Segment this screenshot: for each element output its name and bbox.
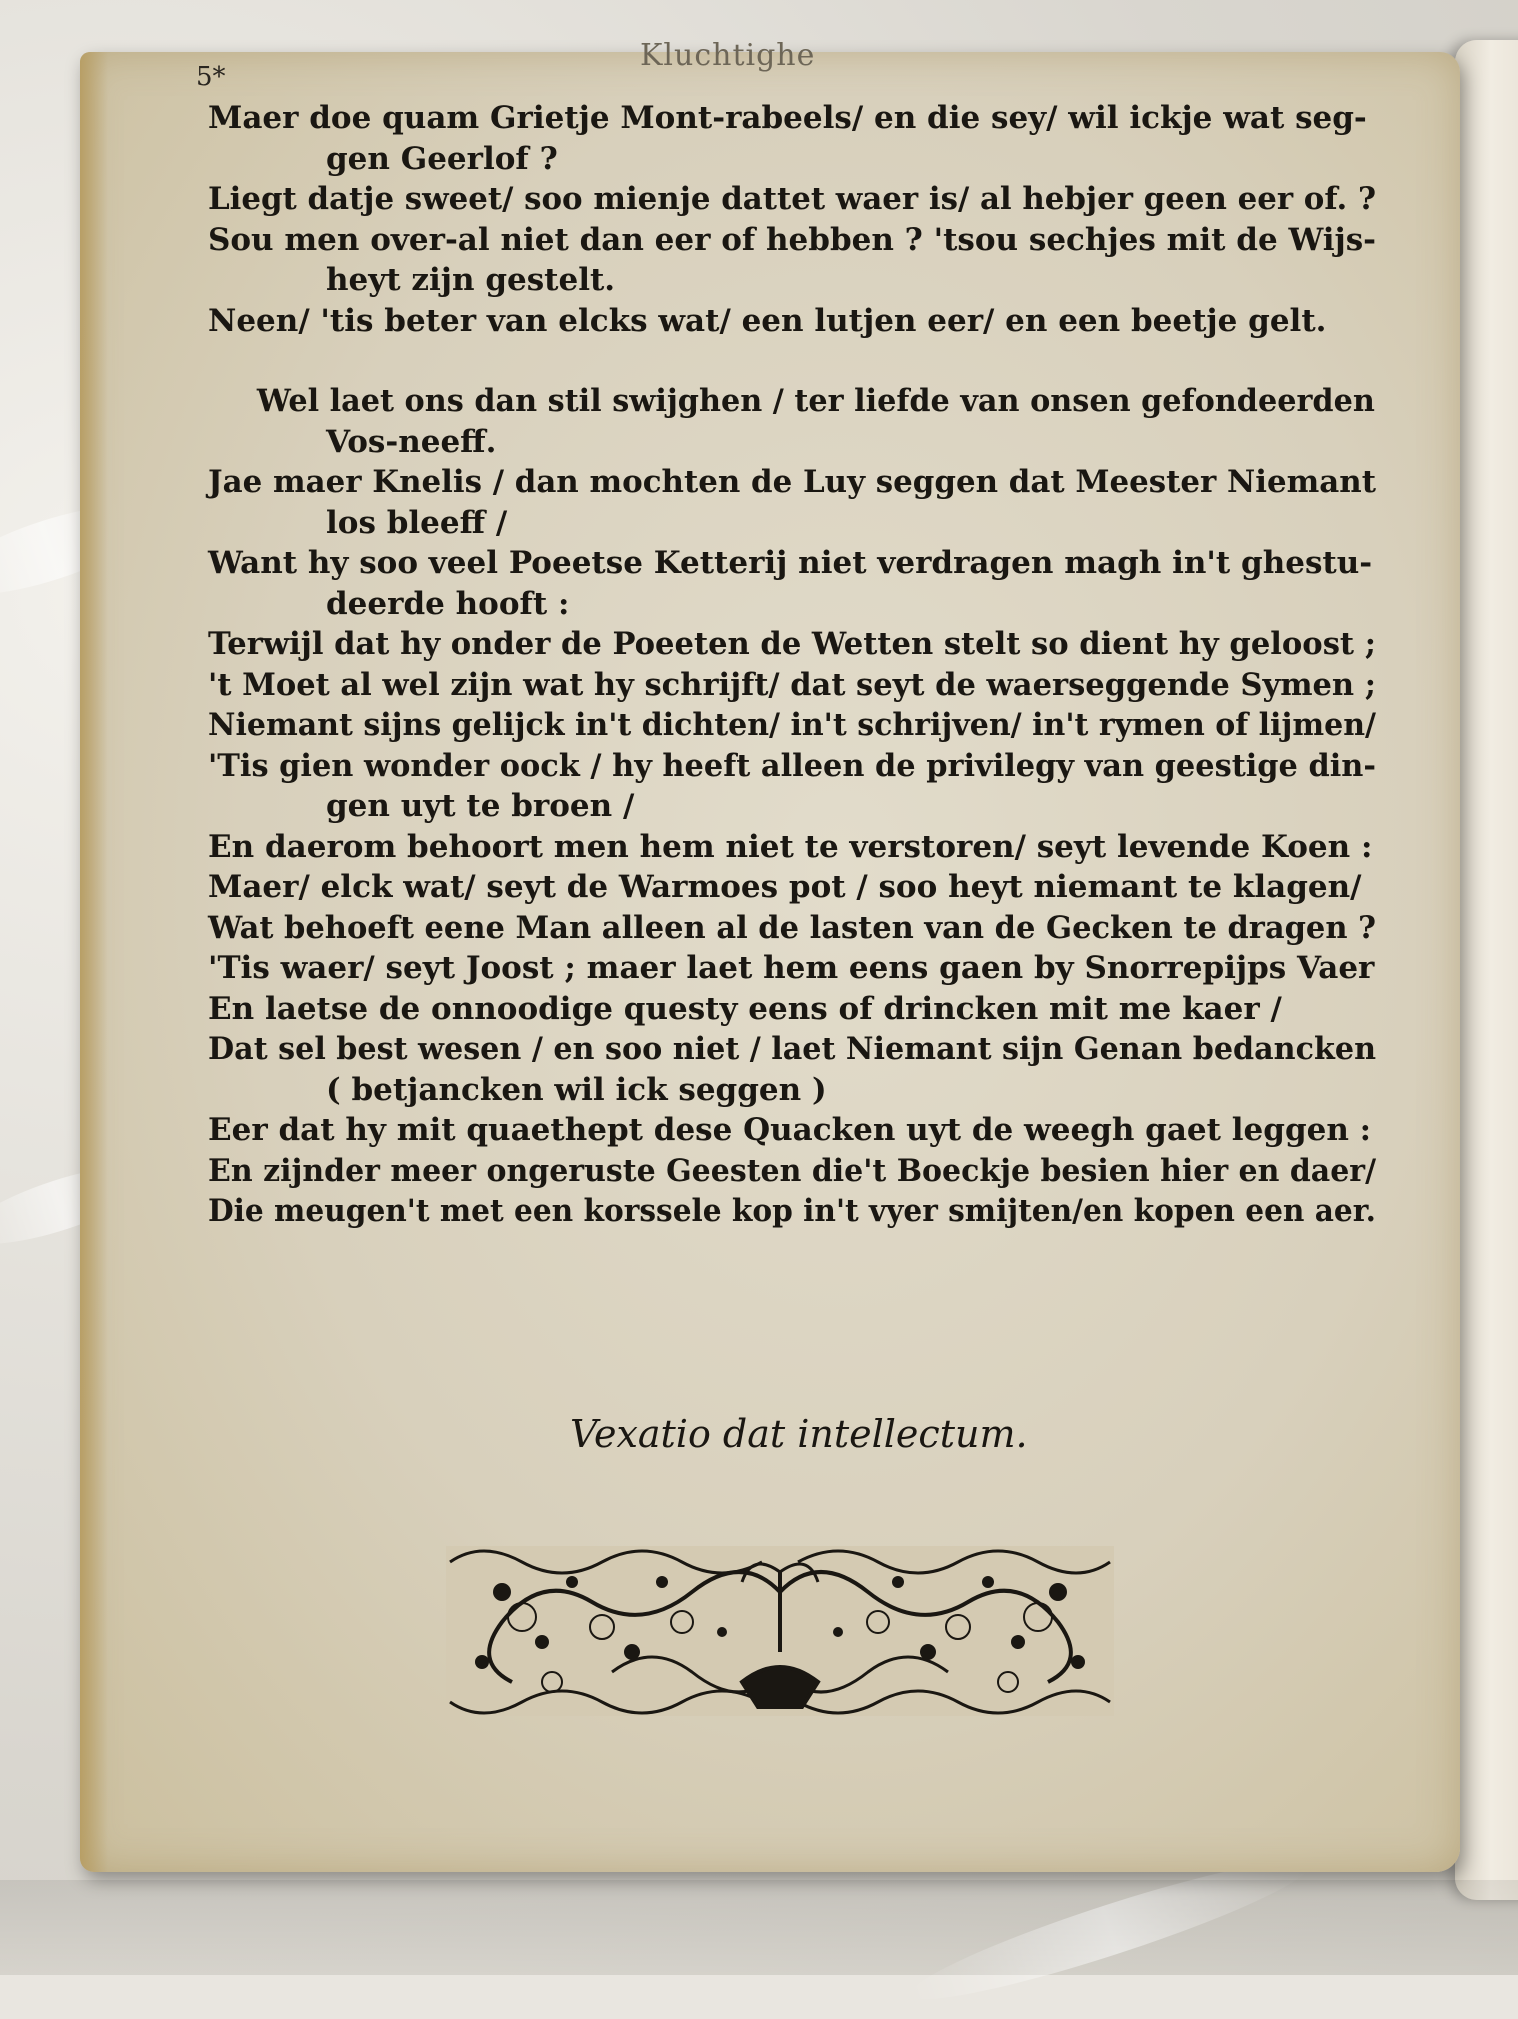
page-shadow <box>0 1880 1518 1975</box>
text-line: deerde hooft : <box>326 585 570 622</box>
text-line: Die meugen't met een korssele kop in't vyer smijten/en kopen een aer. <box>208 1193 1376 1229</box>
text-line: Eer dat hy mit quaethept dese Quacken uyt de weegh gaet leggen : <box>208 1112 1372 1148</box>
text-line: Niemant sijns gelijck in't dichten/ in't schrijven/ in't rymen of lijmen/ <box>208 707 1376 743</box>
text-line: Neen/ 'tis beter van elcks wat/ een lutjen eer/ en een beetje gelt. <box>208 302 1327 339</box>
text-line: 'Tis waer/ seyt Joost ; maer laet hem eens gaen by Snorrepijps Vaer <box>208 950 1375 986</box>
printers-ornament <box>442 1532 1118 1730</box>
text-line: ( betjancken wil ick seggen ) <box>326 1071 827 1108</box>
text-line: Terwijl dat hy onder de Poeeten de Wetten stelt so dient hy geloost ; <box>208 626 1376 662</box>
text-line: heyt zijn gestelt. <box>326 262 616 298</box>
text-line: 'Tis gien wonder oock / hy heeft alleen de privilegy van geestige din- <box>208 747 1376 784</box>
text-line: los bleeff / <box>326 504 508 541</box>
latin-motto: Vexatio dat intellectum. <box>570 1412 1028 1456</box>
text-line: Sou men over-al niet dan eer of hebben ? 'tsou sechjes mit de Wijs- <box>208 221 1377 258</box>
text-line: Vos-neeff. <box>326 423 497 460</box>
stanza-gap <box>208 341 1376 381</box>
text-line: 't Moet al wel zijn wat hy schrijft/ dat seyt de waerseggende Symen ; <box>208 666 1377 703</box>
text-line: Want hy soo veel Poeetse Ketterij niet verdragen magh in't ghestu- <box>208 545 1373 581</box>
page-binding-edge <box>80 52 108 1872</box>
text-line: Wat behoeft eene Man alleen al de lasten van de Gecken te dragen ? <box>208 909 1376 946</box>
text-line: Wel laet ons dan stil swijghen / ter liefde van onsen gefondeerden <box>256 383 1375 419</box>
text-line: Jae maer Knelis / dan mochten de Luy seggen dat Meester Niemant <box>208 464 1376 500</box>
text-line: gen uyt te broen / <box>326 788 635 824</box>
text-line: En daerom behoort men hem niet te verstoren/ seyt levende Koen : <box>208 828 1373 865</box>
text-line: En zijnder meer ongeruste Geesten die't Boeckje besien hier en daer/ <box>208 1152 1377 1189</box>
facing-page-edge <box>1455 40 1518 1900</box>
poem-text <box>208 98 1376 1232</box>
running-header: Kluchtighe <box>640 38 816 73</box>
text-line: Maer/ elck wat/ seyt de Warmoes pot / soo heyt niemant te klagen/ <box>208 869 1362 905</box>
text-line: Dat sel best wesen / en soo niet / laet Niemant sijn Genan bedancken <box>208 1031 1377 1067</box>
text-line: Liegt datje sweet/ soo mienje dattet waer is/ al hebjer geen eer of. ? <box>208 181 1377 217</box>
text-line: Maer doe quam Grietje Mont-rabeels/ en die sey/ wil ickje wat seg- <box>208 100 1367 136</box>
text-line: gen Geerlof ? <box>326 140 558 177</box>
text-line: En laetse de onnoodige questy eens of drincken mit me kaer / <box>208 990 1282 1027</box>
page-number: 5* <box>196 62 226 92</box>
